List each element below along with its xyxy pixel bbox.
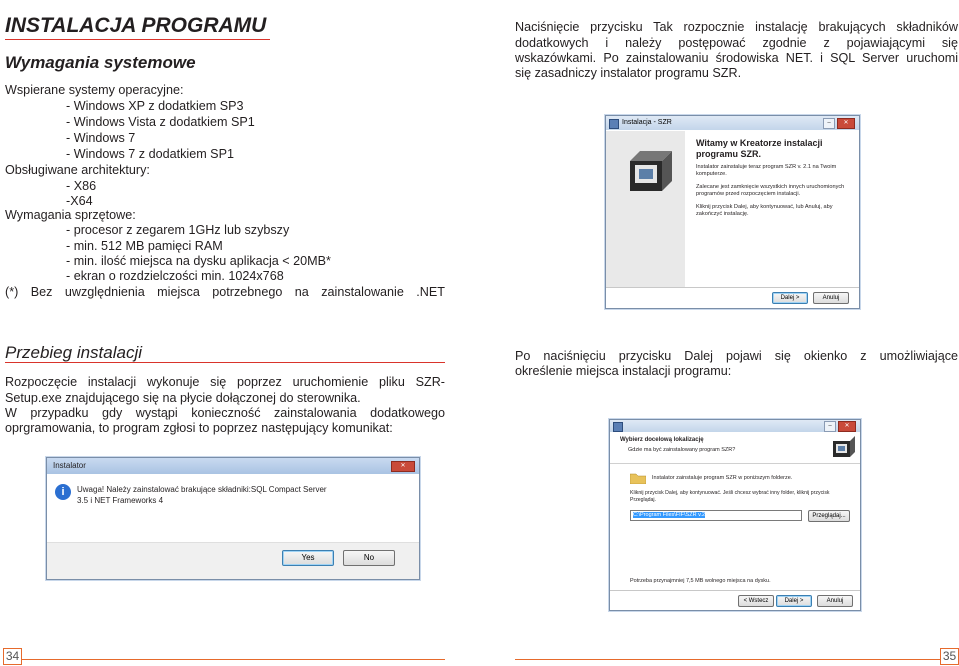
- wizard-heading-line: programu SZR.: [696, 149, 762, 159]
- installer-box-icon: [830, 435, 856, 461]
- close-button[interactable]: ✕: [837, 118, 855, 129]
- wizard-sidebar: [606, 131, 685, 287]
- footer-rule: [20, 659, 445, 660]
- installer-dialog: [46, 457, 420, 580]
- location-subheading: Gdzie ma być zainstalowany program SZR?: [628, 447, 736, 453]
- cancel-button[interactable]: Anuluj: [813, 292, 849, 304]
- install-path-value: C:\Program Files\FIF\SZR v.2: [633, 512, 706, 518]
- req-line: - X86: [66, 179, 97, 193]
- req-line: - procesor z zegarem 1GHz lub szybszy: [66, 223, 290, 237]
- req-line: Obsługiwane architektury:: [5, 163, 150, 177]
- no-button[interactable]: No: [343, 550, 395, 566]
- next-button[interactable]: Dalej >: [772, 292, 808, 304]
- info-icon: i: [55, 484, 71, 500]
- req-line: - Windows 7: [66, 131, 136, 145]
- close-button[interactable]: ✕: [391, 461, 415, 472]
- right-line: dodatkowych i należy postępować zgodnie z pojawiającymi się: [515, 36, 958, 50]
- install-line: W przypadku gdy wystąpi konieczność zainstalowania dodatkowego: [5, 406, 445, 420]
- req-footnote: (*) Bez uwzględnienia miejsca potrzebnego na zainstalowanie .NET: [5, 285, 445, 299]
- install-heading: Przebieg instalacji: [5, 343, 143, 362]
- welcome-wizard: [605, 115, 860, 309]
- install-rule: [5, 362, 445, 363]
- install-line: oprgramowania, to program zgłosi to poprzez następujący komunikat:: [5, 421, 393, 435]
- installer-box-icon: [606, 131, 685, 287]
- location-header: [610, 433, 860, 464]
- back-button[interactable]: < Wstecz: [738, 595, 774, 607]
- close-button[interactable]: ✕: [838, 421, 856, 432]
- req-line: - min. ilość miejsca na dysku aplikacja < 20MB*: [66, 254, 331, 268]
- minimize-button[interactable]: –: [823, 118, 835, 129]
- req-line: - ekran o rozdzielczości min. 1024x768: [66, 269, 284, 283]
- req-line: - Windows XP z dodatkiem SP3: [66, 99, 244, 113]
- folder-icon: [630, 472, 646, 484]
- req-line: - min. 512 MB pamięci RAM: [66, 239, 223, 253]
- title-rule: [5, 39, 270, 40]
- wizard-text: Instalator zainstaluje teraz program SZR v. 2.1 na Twoim komputerze.: [696, 164, 837, 177]
- dialog-title: Instalator: [53, 461, 86, 470]
- cancel-button[interactable]: Anuluj: [817, 595, 853, 607]
- disk-space-note: Potrzeba przynajmniej 7,5 MB wolnego miejsca na dysku.: [630, 578, 771, 584]
- location-titlebar: [610, 420, 860, 432]
- location-wizard: [609, 419, 861, 611]
- dialog-titlebar: [47, 458, 419, 474]
- right-line: się zasadniczy instalator programu SZR.: [515, 66, 742, 80]
- req-line: Wspierane systemy operacyjne:: [5, 83, 184, 97]
- right-line: określenie miejsca instalacji programu:: [515, 364, 732, 378]
- wizard-title: Instalacja - SZR: [622, 119, 672, 126]
- minimize-button[interactable]: –: [824, 421, 836, 432]
- wizard-text: Kliknij przycisk Dalej, aby kontynuować, lub Anuluj, aby zakończyć instalację.: [696, 204, 833, 217]
- req-line: Wymagania sprzętowe:: [5, 208, 136, 222]
- req-line: - Windows 7 z dodatkiem SP1: [66, 147, 234, 161]
- footer-rule: [515, 659, 940, 660]
- location-info: Instalator zainstaluje program SZR w poniższym folderze.: [652, 475, 793, 481]
- requirements-heading: Wymagania systemowe: [5, 53, 196, 72]
- page-number: 34: [3, 648, 22, 665]
- dialog-message: [77, 484, 327, 506]
- install-path-input[interactable]: [630, 510, 802, 521]
- page-number: 35: [940, 648, 959, 665]
- next-button[interactable]: Dalej >: [776, 595, 812, 607]
- wizard-titlebar: [606, 116, 859, 130]
- right-line: wskazówkami. Po zainstalowaniu środowiska NET. i SQL Server uruchomi: [515, 51, 958, 65]
- location-heading: Wybierz docelową lokalizację: [620, 437, 704, 443]
- install-line: Setup.exe znajdującego się na płycie dołączonej do sterownika.: [5, 391, 361, 405]
- browse-button[interactable]: Przeglądaj...: [808, 510, 850, 522]
- wizard-heading-line: Witamy w Kreatorze instalacji: [696, 138, 823, 148]
- wizard-text: Zalecane jest zamknięcie wszystkich innych uruchomionych programów przed rozpoczęciem instalacji.: [696, 184, 845, 197]
- right-line: Naciśnięcie przycisku Tak rozpocznie instalację brakujących składników: [515, 20, 958, 34]
- app-icon: [613, 422, 623, 432]
- app-icon: [609, 119, 619, 129]
- wizard-heading: [696, 138, 822, 160]
- location-hint: Kliknij przycisk Dalej, aby kontynuować. Jeśli chcesz wybrać inny folder, kliknij przycisk Przeglądaj.: [630, 490, 830, 503]
- install-line: Rozpoczęcie instalacji wykonuje się poprzez uruchomienie pliku SZR-: [5, 375, 445, 389]
- req-line: - Windows Vista z dodatkiem SP1: [66, 115, 255, 129]
- dialog-message-line: Uwaga! Należy zainstalować brakujące składniki:SQL Compact Server: [77, 485, 327, 494]
- wizard-body: [696, 164, 846, 218]
- dialog-message-line: 3.5 i NET Frameworks 4: [77, 496, 164, 505]
- yes-button[interactable]: Yes: [282, 550, 334, 566]
- right-line: Po naciśnięciu przycisku Dalej pojawi się okienko z umożliwiające: [515, 349, 958, 363]
- req-line: -X64: [66, 194, 93, 208]
- page-title: INSTALACJA PROGRAMU: [5, 14, 267, 37]
